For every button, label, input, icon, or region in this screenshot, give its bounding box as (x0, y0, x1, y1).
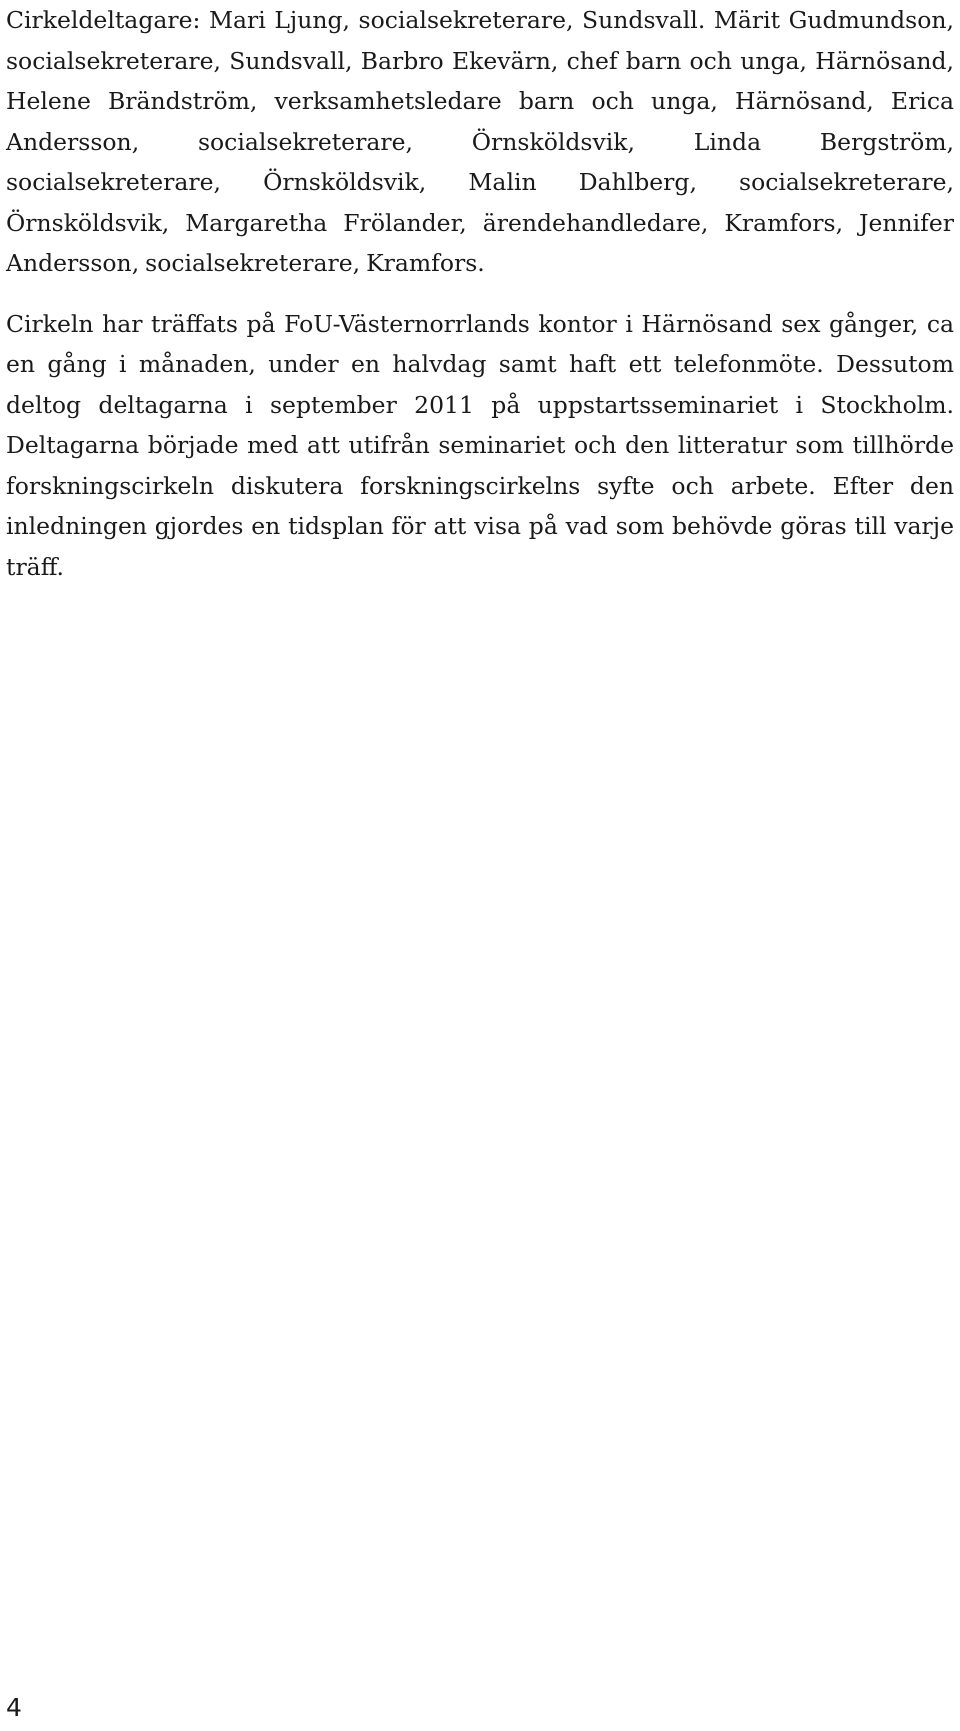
page-number: 4 (6, 1693, 22, 1722)
participants-paragraph: Cirkeldeltagare: Mari Ljung, socialsekreterare, Sundsvall. Märit Gudmundson, socialsekreterare, Sundsvall, Barbro Ekevärn, chef barn och unga, Härnösand, Helene Brändström, verksamhetsledare barn och unga, Härnösand, Erica Andersson, socialsekreterare, Örnsköldsvik, Linda Bergström, socialsekreterare, Örnsköldsvik, Malin Dahlberg, socialsekreterare, Örnsköldsvik, Margaretha Frölander, ärendehandledare, Kramfors, Jennifer Andersson, socialsekreterare, Kramfors. (6, 6, 954, 277)
meetings-paragraph: Cirkeln har träffats på FoU-Västernorrlands kontor i Härnösand sex gånger, ca en gång i månaden, under en halvdag samt haft ett telefonmöte. Dessutom deltog deltagarna i september 2011 på uppstartsseminariet i Stockholm. Deltagarna började med att utifrån seminariet och den litteratur som tillhörde forskningscirkeln diskutera forskningscirkelns syfte och arbete. Efter den inledningen gjordes en tidsplan för att visa på vad som behövde göras till varje träff. (6, 309, 954, 581)
document-page (6, 0, 954, 587)
